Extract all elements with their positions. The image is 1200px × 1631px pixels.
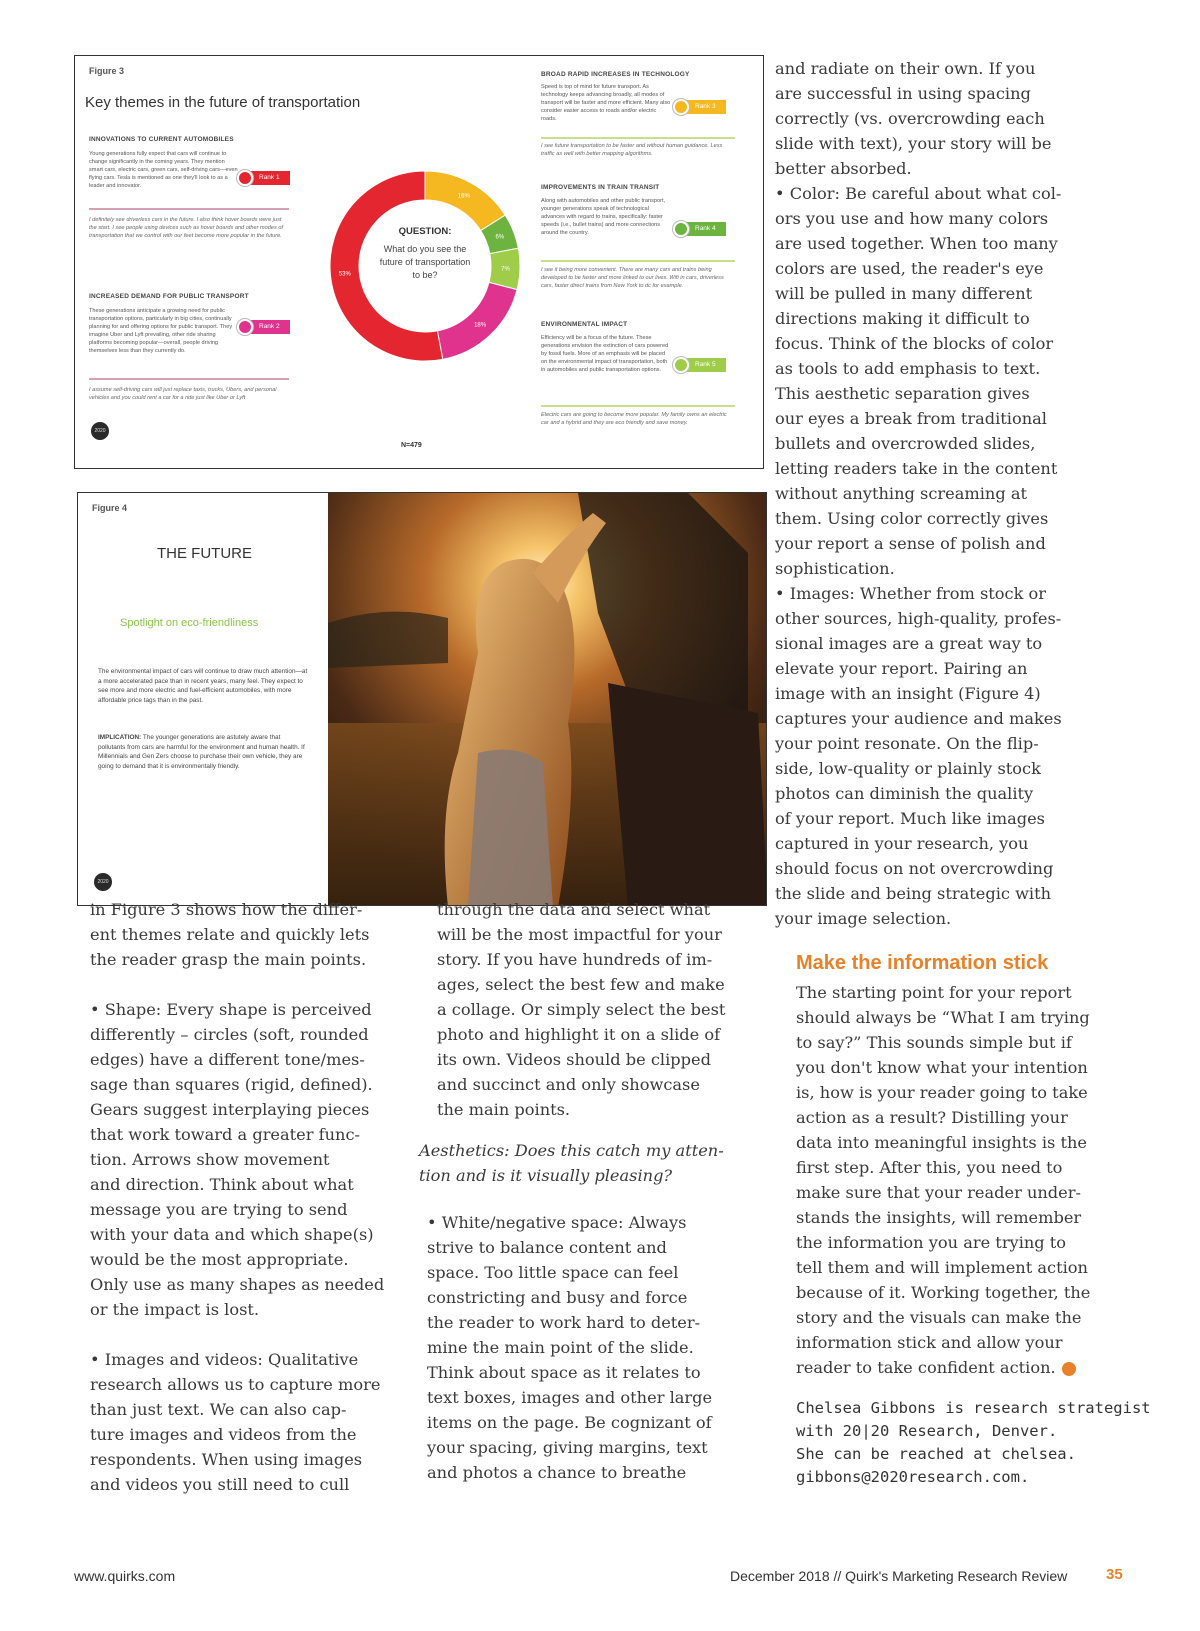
section-quote-public-transport: I assume self-driving cars will just replace taxis, trucks, Ubers, and personal vehicles and you could rent a car for a ride just like Uber or Lyft bbox=[89, 387, 277, 401]
divider bbox=[541, 137, 735, 139]
section-text-public-transport: These generations anticipate a growing need for public transportation options, particularly in big cities, continually planning for and offering options for public transport. They imagine Uber and Lyft prevailing, other ride sharing platforms becoming popular—overall, people driving themselves less than they currently do. bbox=[89, 308, 233, 354]
sample-size: N=479 bbox=[401, 442, 422, 449]
section-text-environment: Efficiency will be a focus of the future. These generations envision the extinction of cars powered by fossil fuels. More of an emphasis will be placed on the environmental impact of transportation, both in automobiles and public transportation options. bbox=[541, 335, 669, 373]
closing-paragraph: The starting point for your report should always be “What I am trying to say?” This sounds simple but if you don't know what your intention is, how is your reader going to take action as a result? Distilling your data into meaningful insights is the first step. After this, you need to make sure that your reader under- stands the insights, will remember the information you are trying to tell them and will implement action because of it. Working together, the story and the visuals can make the information stick and allow your reader to take confident action. bbox=[796, 983, 1091, 1377]
rank-dot-icon bbox=[237, 319, 253, 335]
body-column-3a: and radiate on their own. If you are successful in using spacing correctly (vs. overcrowding each slide with text), your story will be better absorbed. • Color: Be careful about what col- ors you use and how many colors are used together. When too many colors are used, the reader's eye will be pulled in many different directions making it difficult to focus. Think of the blocks of color as tools to add emphasis to text. This aesthetic separation gives our eyes a break from traditional bullets and overcrowded slides, letting readers take in the content without anything screaming at them. Using color correctly gives your report a sense of polish and sophistication. • Images: Whether from stock or other sources, high-quality, profes- sional images are a great way to elevate your report. Pairing an image with an insight (Figure 4) captures your audience and makes your point resonate. On the flip- side, low-quality or plainly stock photos can diminish the quality of your report. Much like images captured in your research, you should focus on not overcrowding the slide and being strategic with your image selection. bbox=[775, 59, 1062, 928]
figure-label: Figure 3 bbox=[89, 66, 125, 76]
section-heading-technology: BROAD RAPID INCREASES IN TECHNOLOGY bbox=[541, 71, 690, 78]
divider bbox=[541, 260, 735, 262]
donut-slice-label: 18% bbox=[474, 322, 487, 329]
page-number: 35 bbox=[1106, 1566, 1123, 1583]
donut-slice-label: 7% bbox=[501, 266, 510, 273]
rank-label: Rank 5 bbox=[685, 358, 726, 372]
section-heading-innovations: INNOVATIONS TO CURRENT AUTOMOBILES bbox=[89, 136, 234, 143]
sunset-photo bbox=[328, 493, 767, 906]
section-text-technology: Speed is top of mind for future transport. As technology keeps advancing broadly, all modes of transport will be faster and more efficient. Many also consider easier access to roads and/or electric roads. bbox=[541, 84, 671, 122]
rank-badge-2 bbox=[237, 318, 290, 336]
rank-badge-3 bbox=[673, 98, 726, 116]
body-column-3b bbox=[796, 980, 1116, 1380]
section-quote-train: I see it being more convenient. There are many cars and trains being developed to be faster and more linked to our lives. Wifi in cars, driverless cars, faster direct trains from New York to dc for example. bbox=[541, 267, 724, 289]
slide-paragraph: The environmental impact of cars will continue to draw much attention—at a more accelerated pace than in recent years, many feel. They expect to see more and more electric and fuel-efficient automobiles, with more affordable price tags than in the past. bbox=[98, 668, 308, 704]
rank-badge-4 bbox=[673, 220, 726, 238]
donut-slice bbox=[437, 282, 517, 359]
2020-logo: 2020 bbox=[94, 873, 112, 891]
rank-dot-icon bbox=[673, 221, 689, 237]
rank-label: Rank 4 bbox=[685, 222, 726, 236]
divider bbox=[89, 208, 289, 210]
section-heading-public-transport: INCREASED DEMAND FOR PUBLIC TRANSPORT bbox=[89, 293, 249, 300]
rank-badge-1 bbox=[237, 169, 290, 187]
question-text: What do you see the future of transportation to be? bbox=[379, 244, 471, 280]
question-title: QUESTION: bbox=[398, 226, 452, 237]
donut-slice-label: 53% bbox=[338, 271, 351, 278]
author-bio: Chelsea Gibbons is research strategist with 20|20 Research, Denver. She can be reached at chelsea. gibbons@2020research.com. bbox=[796, 1399, 1151, 1486]
implication-text: The younger generations are astutely aware that pollutants from cars are harmful for the environment and human health. If Millennials and Gen Zers choose to purchase their own vehicle, they are going to demand that it is environmentally friendly. bbox=[98, 734, 305, 770]
rank-label: Rank 1 bbox=[249, 171, 290, 185]
divider bbox=[541, 405, 735, 407]
rank-dot-icon bbox=[673, 357, 689, 373]
figure-label: Figure 4 bbox=[92, 503, 128, 513]
footer-issue: December 2018 // Quirk's Marketing Research Review bbox=[730, 1568, 1068, 1584]
rank-label: Rank 3 bbox=[685, 100, 726, 114]
body-column-1: in Figure 3 shows how the differ- ent themes relate and quickly lets the reader grasp the main points. • Shape: Every shape is perceived differently – circles (soft, rounded edges) have a different tone/mes- sage than squares (rigid, defined). Gears suggest interplaying pieces that work toward a greater func- tion. Arrows show movement and direction. Think about what message you are trying to send with your data and which shape(s) would be the most appropriate. Only use as many shapes as needed or the impact is lost. • Images and videos: Qualitative research allows us to capture more than just text. We can also cap- ture images and videos from the respondents. When using images and videos you still need to cull bbox=[90, 900, 385, 1494]
figure-title: Key themes in the future of transportation bbox=[85, 94, 361, 111]
body-column-2b: • White/negative space: Always strive to balance content and space. Too little space can feel constricting and busy and force the reader to work hard to deter- mine the main point of the slide. Think about space as it relates to text boxes, images and other large items on the page. Be cognizant of your spacing, giving margins, text and photos a chance to breathe bbox=[427, 1213, 713, 1482]
section-text-innovations: Young generations fully expect that cars will continue to change significantly in the coming years. They mention smart cars, electric cars, green cars, self-driving cars—even flying cars. Tesla is mentioned as one they'll look to as a leader and innovator. bbox=[89, 151, 238, 189]
section-quote-environment: Electric cars are going to become more popular. My family owns an electric car and a hybrid and they are eco friendly and save money. bbox=[541, 412, 727, 426]
rank-badge-5 bbox=[673, 356, 726, 374]
figure-4 bbox=[77, 492, 767, 906]
section-subhead: Make the information stick bbox=[796, 952, 1049, 974]
rank-dot-icon bbox=[237, 170, 253, 186]
section-quote-technology: I see future transportation to be faster and without human guidance. Less traffic as well with better mapping algorithms. bbox=[541, 143, 723, 157]
slide-title: THE FUTURE bbox=[157, 545, 252, 562]
slide-subtitle: Spotlight on eco-friendliness bbox=[120, 617, 259, 629]
section-quote-innovations: I definitely see driverless cars in the future. I also think hover boards were just the start. I see people using devices such as hover boards and other modes of transportation that we control with our feet become more popular in the future. bbox=[89, 217, 284, 239]
donut-slice bbox=[425, 171, 505, 231]
donut-slice-label: 16% bbox=[457, 193, 470, 200]
rank-label: Rank 2 bbox=[249, 320, 290, 334]
implication-label: IMPLICATION: bbox=[98, 734, 142, 741]
figure-3 bbox=[74, 55, 764, 469]
aesthetics-heading: Aesthetics: Does this catch my atten- tion and is it visually pleasing? bbox=[419, 1141, 724, 1185]
donut-slice-label: 6% bbox=[495, 234, 505, 241]
2020-logo: 2020 bbox=[91, 422, 109, 440]
section-heading-train: IMPROVEMENTS IN TRAIN TRANSIT bbox=[541, 184, 660, 191]
section-heading-environment: ENVIRONMENTAL IMPACT bbox=[541, 321, 628, 328]
rank-dot-icon bbox=[673, 99, 689, 115]
section-text-train: Along with automobiles and other public transport, younger generations speak of technological advances with regard to trains, specifically: faster speeds (i.e., bullet trains) and more connections around the country. bbox=[541, 198, 666, 236]
end-mark-icon bbox=[1062, 1362, 1076, 1376]
slide-implication bbox=[98, 733, 308, 771]
body-column-2a: through the data and select what will be the most impactful for your story. If you have hundreds of im- ages, select the best few and make a collage. Or simply select the best photo and highlight it on a slide of its own. Videos should be clipped and succinct and only showcase the main points. bbox=[437, 900, 726, 1119]
footer-website[interactable]: www.quirks.com bbox=[74, 1568, 176, 1584]
divider bbox=[89, 378, 289, 380]
